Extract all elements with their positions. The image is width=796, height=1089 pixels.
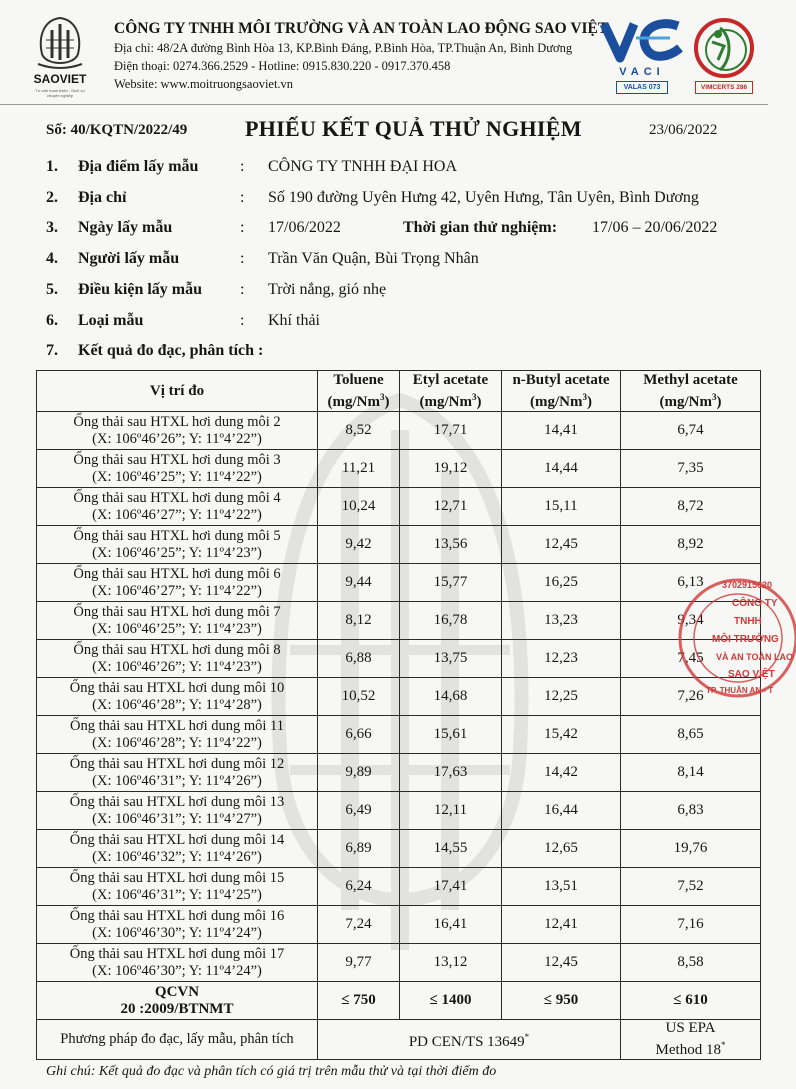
- butyl-value: 12,45: [502, 944, 621, 982]
- header-unit-sup: 3: [380, 391, 385, 402]
- info-value-sampler: Trần Văn Quận, Bùi Trọng Nhân: [268, 250, 479, 267]
- etyl-value: 14,55: [400, 830, 502, 868]
- methyl-value: 9,34: [621, 602, 761, 640]
- header-unit: (mg/Nm: [327, 393, 380, 410]
- info-num-4: 4.: [46, 250, 58, 267]
- location-coordinates: (X: 106º46’25”; Y: 11º4’22”): [92, 468, 262, 485]
- vimcerts-badge: VIMCERTS 286: [695, 81, 753, 94]
- header-unit-sup: 3: [712, 391, 717, 402]
- table-row: [37, 564, 761, 602]
- footnote: Ghi chú: Kết quả đo đạc và phân tích có giá trị trên mẫu thử và tại thời điểm đo: [46, 1064, 497, 1079]
- location-cell: [37, 716, 318, 754]
- location-name: Ống thải sau HTXL hơi dung môi 4: [73, 489, 281, 506]
- info-num-3: 3.: [46, 219, 58, 236]
- company-stamp: [676, 572, 796, 702]
- location-coordinates: (X: 106º46’32”; Y: 11º4’26”): [92, 848, 262, 865]
- table-row: [37, 754, 761, 792]
- etyl-value: 19,12: [400, 450, 502, 488]
- qcvn-label-line1: QCVN: [154, 983, 200, 1000]
- header-name: Toluene: [333, 371, 384, 388]
- method-methyl-sup: *: [720, 1040, 726, 1050]
- method-methyl-line2: Method 18: [655, 1042, 721, 1058]
- stamp-line: TNHH: [734, 616, 762, 627]
- butyl-value: 13,51: [502, 868, 621, 906]
- logo-name: SAOVIET: [33, 72, 87, 86]
- toluene-value: 10,52: [318, 678, 400, 716]
- method-main-text: PD CEN/TS 13649: [408, 1033, 525, 1050]
- stamp-line: MÔI TRƯỜNG: [712, 634, 779, 645]
- stamp-line: SAO VIỆT: [728, 669, 775, 680]
- location-name: Ống thải sau HTXL hơi dung môi 11: [69, 717, 284, 734]
- info-value-sampling-site: CÔNG TY TNHH ĐẠI HOA: [268, 158, 458, 175]
- info-label-sampling-site: Địa điểm lấy mẫu: [78, 158, 199, 175]
- info-label-sampling-date: Ngày lấy mẫu: [78, 219, 173, 236]
- location-name: Ống thải sau HTXL hơi dung môi 8: [73, 641, 281, 658]
- toluene-value: 9,44: [318, 564, 400, 602]
- info-value-sample-type: Khí thải: [268, 312, 320, 329]
- info-num-1: 1.: [46, 158, 58, 175]
- info-label-sampler: Người lấy mẫu: [78, 250, 180, 267]
- info-colon: :: [240, 312, 245, 329]
- etyl-value: 15,77: [400, 564, 502, 602]
- location-name: Ống thải sau HTXL hơi dung môi 15: [69, 869, 285, 886]
- info-label-test-period: Thời gian thử nghiệm:: [403, 219, 558, 236]
- info-num-5: 5.: [46, 281, 58, 298]
- location-coordinates: (X: 106º46’31”; Y: 11º4’25”): [92, 886, 262, 903]
- toluene-value: 7,24: [318, 906, 400, 944]
- butyl-value: 12,23: [502, 640, 621, 678]
- info-colon: :: [240, 219, 245, 236]
- header-name: n-Butyl acetate: [512, 371, 610, 388]
- header-name: Methyl acetate: [643, 371, 738, 388]
- methyl-value: 8,92: [621, 526, 761, 564]
- location-name: Ống thải sau HTXL hơi dung môi 5: [73, 527, 281, 544]
- logo-tagline: Tư vấn hoàn thiện - Dịch vụ chuyên nghiệp: [35, 88, 85, 98]
- location-coordinates: (X: 106º46’25”; Y: 11º4’23”): [92, 620, 262, 637]
- location-cell: [37, 640, 318, 678]
- location-name: Ống thải sau HTXL hơi dung môi 6: [73, 565, 281, 582]
- methyl-value: 7,35: [621, 450, 761, 488]
- qcvn-methyl: ≤ 610: [621, 982, 761, 1020]
- location-cell: [37, 450, 318, 488]
- company-name: CÔNG TY TNHH MÔI TRƯỜNG VÀ AN TOÀN LAO ĐỘNG SAO VIỆT: [114, 20, 609, 37]
- butyl-value: 15,42: [502, 716, 621, 754]
- info-num-6: 6.: [46, 312, 58, 329]
- etyl-value: 17,41: [400, 868, 502, 906]
- location-name: Ống thải sau HTXL hơi dung môi 3: [73, 451, 281, 468]
- toluene-value: 6,49: [318, 792, 400, 830]
- valas-badge: VALAS 073: [616, 81, 668, 94]
- etyl-value: 16,41: [400, 906, 502, 944]
- header-unit-sup: 3: [582, 391, 587, 402]
- vaci-mark-icon: [600, 18, 684, 66]
- header-n-butyl-acetate: [502, 371, 621, 412]
- location-cell: [37, 792, 318, 830]
- location-coordinates: (X: 106º46’31”; Y: 11º4’26”): [92, 772, 262, 789]
- location-cell: [37, 488, 318, 526]
- stamp-line: VÀ AN TOÀN LAO: [716, 652, 794, 662]
- letterhead: [0, 0, 768, 104]
- location-name: Ống thải sau HTXL hơi dung môi 17: [69, 945, 285, 962]
- vimcerts-logo: [692, 16, 756, 96]
- toluene-value: 6,24: [318, 868, 400, 906]
- header-etyl-acetate: [400, 371, 502, 412]
- table-row: [37, 488, 761, 526]
- info-label-conditions: Điều kiện lấy mẫu: [78, 281, 203, 298]
- location-cell: [37, 602, 318, 640]
- company-phone: Điện thoại: 0274.366.2529 - Hotline: 0915.830.220 - 0917.370.458: [114, 59, 451, 73]
- company-website: Website: www.moitruongsaoviet.vn: [114, 77, 294, 91]
- location-name: Ống thải sau HTXL hơi dung môi 10: [69, 679, 285, 696]
- table-row: [37, 678, 761, 716]
- location-coordinates: (X: 106º46’28”; Y: 11º4’22”): [92, 734, 262, 751]
- table-row: [37, 412, 761, 450]
- method-methyl-line1: US EPA: [665, 1020, 716, 1036]
- location-name: Ống thải sau HTXL hơi dung môi 13: [69, 793, 285, 810]
- table-header-row: [37, 371, 761, 412]
- table-row: [37, 640, 761, 678]
- stamp-tax-code: 3702915620: [722, 580, 773, 590]
- toluene-value: 9,42: [318, 526, 400, 564]
- butyl-value: 14,44: [502, 450, 621, 488]
- location-cell: [37, 754, 318, 792]
- table-row: [37, 602, 761, 640]
- document-date: 23/06/2022: [649, 122, 718, 138]
- method-row: [37, 1020, 761, 1060]
- location-coordinates: (X: 106º46’26”; Y: 11º4’22”): [92, 430, 262, 447]
- butyl-value: 12,45: [502, 526, 621, 564]
- header-toluene: [318, 371, 400, 412]
- toluene-value: 9,89: [318, 754, 400, 792]
- location-name: Ống thải sau HTXL hơi dung môi 16: [69, 907, 285, 924]
- butyl-value: 16,25: [502, 564, 621, 602]
- vaci-logo: [600, 18, 684, 96]
- toluene-value: 6,88: [318, 640, 400, 678]
- header-name: Etyl acetate: [412, 371, 489, 388]
- header-unit-end: ): [716, 393, 722, 410]
- etyl-value: 16,78: [400, 602, 502, 640]
- etyl-value: 13,56: [400, 526, 502, 564]
- method-methyl: [621, 1020, 761, 1060]
- table-row: [37, 868, 761, 906]
- saoviet-logo: [30, 14, 90, 96]
- location-coordinates: (X: 106º46’25”; Y: 11º4’23”): [92, 544, 262, 561]
- header-location: Vị trí đo: [37, 371, 318, 412]
- location-coordinates: (X: 106º46’31”; Y: 11º4’27”): [92, 810, 262, 827]
- table-row: [37, 526, 761, 564]
- header-unit: (mg/Nm: [419, 393, 472, 410]
- location-cell: [37, 526, 318, 564]
- butyl-value: 16,44: [502, 792, 621, 830]
- methyl-value: 7,52: [621, 868, 761, 906]
- location-name: Ống thải sau HTXL hơi dung môi 7: [73, 603, 281, 620]
- info-colon: :: [240, 281, 245, 298]
- info-num-7: 7.: [46, 342, 58, 359]
- butyl-value: 12,41: [502, 906, 621, 944]
- info-label-results: Kết quả đo đạc, phân tích :: [78, 342, 264, 359]
- toluene-value: 11,21: [318, 450, 400, 488]
- location-name: Ống thải sau HTXL hơi dung môi 12: [69, 755, 285, 772]
- info-colon: :: [240, 250, 245, 267]
- method-main: [318, 1020, 621, 1060]
- butyl-value: 12,25: [502, 678, 621, 716]
- info-value-address: Số 190 đường Uyên Hưng 42, Uyên Hưng, Tân Uyên, Bình Dương: [268, 189, 699, 206]
- butyl-value: 14,42: [502, 754, 621, 792]
- qcvn-label: [37, 982, 318, 1020]
- butyl-value: 13,23: [502, 602, 621, 640]
- location-cell: [37, 906, 318, 944]
- butyl-value: 14,41: [502, 412, 621, 450]
- methyl-value: 8,72: [621, 488, 761, 526]
- location-coordinates: (X: 106º46’27”; Y: 11º4’22”): [92, 506, 262, 523]
- table-row: [37, 450, 761, 488]
- toluene-value: 6,89: [318, 830, 400, 868]
- methyl-value: 8,65: [621, 716, 761, 754]
- table-row: [37, 944, 761, 982]
- location-coordinates: (X: 106º46’27”; Y: 11º4’22”): [92, 582, 262, 599]
- vaci-text: VACI: [619, 66, 665, 78]
- method-main-sup: *: [524, 1031, 530, 1042]
- qcvn-label-line2: 20 :2009/BTNMT: [120, 1000, 234, 1017]
- document-title: PHIẾU KẾT QUẢ THỬ NGHIỆM: [245, 116, 582, 141]
- location-cell: [37, 830, 318, 868]
- header-unit-end: ): [384, 393, 390, 410]
- toluene-value: 6,66: [318, 716, 400, 754]
- company-address: Địa chỉ: 48/2A đường Bình Hòa 13, KP.Bình Đáng, P.Bình Hòa, TP.Thuận An, Bình Dương: [114, 41, 573, 55]
- qcvn-etyl: ≤ 1400: [400, 982, 502, 1020]
- header-divider: [0, 104, 768, 105]
- header-unit: (mg/Nm: [659, 393, 712, 410]
- etyl-value: 17,63: [400, 754, 502, 792]
- header-unit-end: ): [587, 393, 592, 410]
- methyl-value: 8,58: [621, 944, 761, 982]
- etyl-value: 17,71: [400, 412, 502, 450]
- location-cell: [37, 944, 318, 982]
- methyl-value: 7,26: [621, 678, 761, 716]
- table-row: [37, 906, 761, 944]
- etyl-value: 13,12: [400, 944, 502, 982]
- etyl-value: 12,71: [400, 488, 502, 526]
- location-cell: [37, 564, 318, 602]
- location-name: Ống thải sau HTXL hơi dung môi 14: [69, 831, 285, 848]
- etyl-value: 14,68: [400, 678, 502, 716]
- info-value-conditions: Trời nắng, gió nhẹ: [268, 281, 387, 298]
- info-num-2: 2.: [46, 189, 58, 206]
- table-row: [37, 830, 761, 868]
- info-label-address: Địa chỉ: [78, 189, 127, 206]
- qcvn-row: [37, 982, 761, 1020]
- methyl-value: 6,83: [621, 792, 761, 830]
- methyl-value: 6,13: [621, 564, 761, 602]
- header-methyl-acetate: [621, 371, 761, 412]
- stamp-line: TP. THUẬN AN - T: [706, 686, 774, 695]
- qcvn-toluene: ≤ 750: [318, 982, 400, 1020]
- toluene-value: 10,24: [318, 488, 400, 526]
- location-cell: [37, 678, 318, 716]
- etyl-value: 13,75: [400, 640, 502, 678]
- stamp-line: CÔNG TY: [732, 598, 778, 609]
- document-number: Số: 40/KQTN/2022/49: [46, 122, 188, 138]
- toluene-value: 8,12: [318, 602, 400, 640]
- methyl-value: 6,74: [621, 412, 761, 450]
- methyl-value: 7,45: [621, 640, 761, 678]
- location-coordinates: (X: 106º46’30”; Y: 11º4’24”): [92, 962, 262, 979]
- methyl-value: 8,14: [621, 754, 761, 792]
- location-cell: [37, 868, 318, 906]
- header-unit-sup: 3: [472, 391, 477, 402]
- info-colon: :: [240, 158, 245, 175]
- table-row: [37, 716, 761, 754]
- location-cell: [37, 412, 318, 450]
- info-value-test-period: 17/06 – 20/06/2022: [592, 219, 718, 236]
- methyl-value: 7,16: [621, 906, 761, 944]
- vimcerts-globe-icon: [692, 16, 756, 80]
- location-coordinates: (X: 106º46’30”; Y: 11º4’24”): [92, 924, 262, 941]
- etyl-value: 12,11: [400, 792, 502, 830]
- info-label-sample-type: Loại mẫu: [78, 312, 144, 329]
- butyl-value: 15,11: [502, 488, 621, 526]
- location-coordinates: (X: 106º46’26”; Y: 11º4’23”): [92, 658, 262, 675]
- info-colon: :: [240, 189, 245, 206]
- method-label: Phương pháp đo đạc, lấy mẫu, phân tích: [37, 1020, 318, 1060]
- location-name: Ống thải sau HTXL hơi dung môi 2: [73, 413, 281, 430]
- toluene-value: 8,52: [318, 412, 400, 450]
- methyl-value: 19,76: [621, 830, 761, 868]
- toluene-value: 9,77: [318, 944, 400, 982]
- results-table: [36, 370, 761, 1060]
- table-row: [37, 792, 761, 830]
- qcvn-butyl: ≤ 950: [502, 982, 621, 1020]
- building-leaf-icon: [30, 14, 90, 72]
- header-unit-end: ): [476, 393, 482, 410]
- info-value-sampling-date: 17/06/2022: [268, 219, 341, 236]
- header-unit: (mg/Nm: [530, 393, 583, 410]
- location-coordinates: (X: 106º46’28”; Y: 11º4’28”): [92, 696, 262, 713]
- butyl-value: 12,65: [502, 830, 621, 868]
- etyl-value: 15,61: [400, 716, 502, 754]
